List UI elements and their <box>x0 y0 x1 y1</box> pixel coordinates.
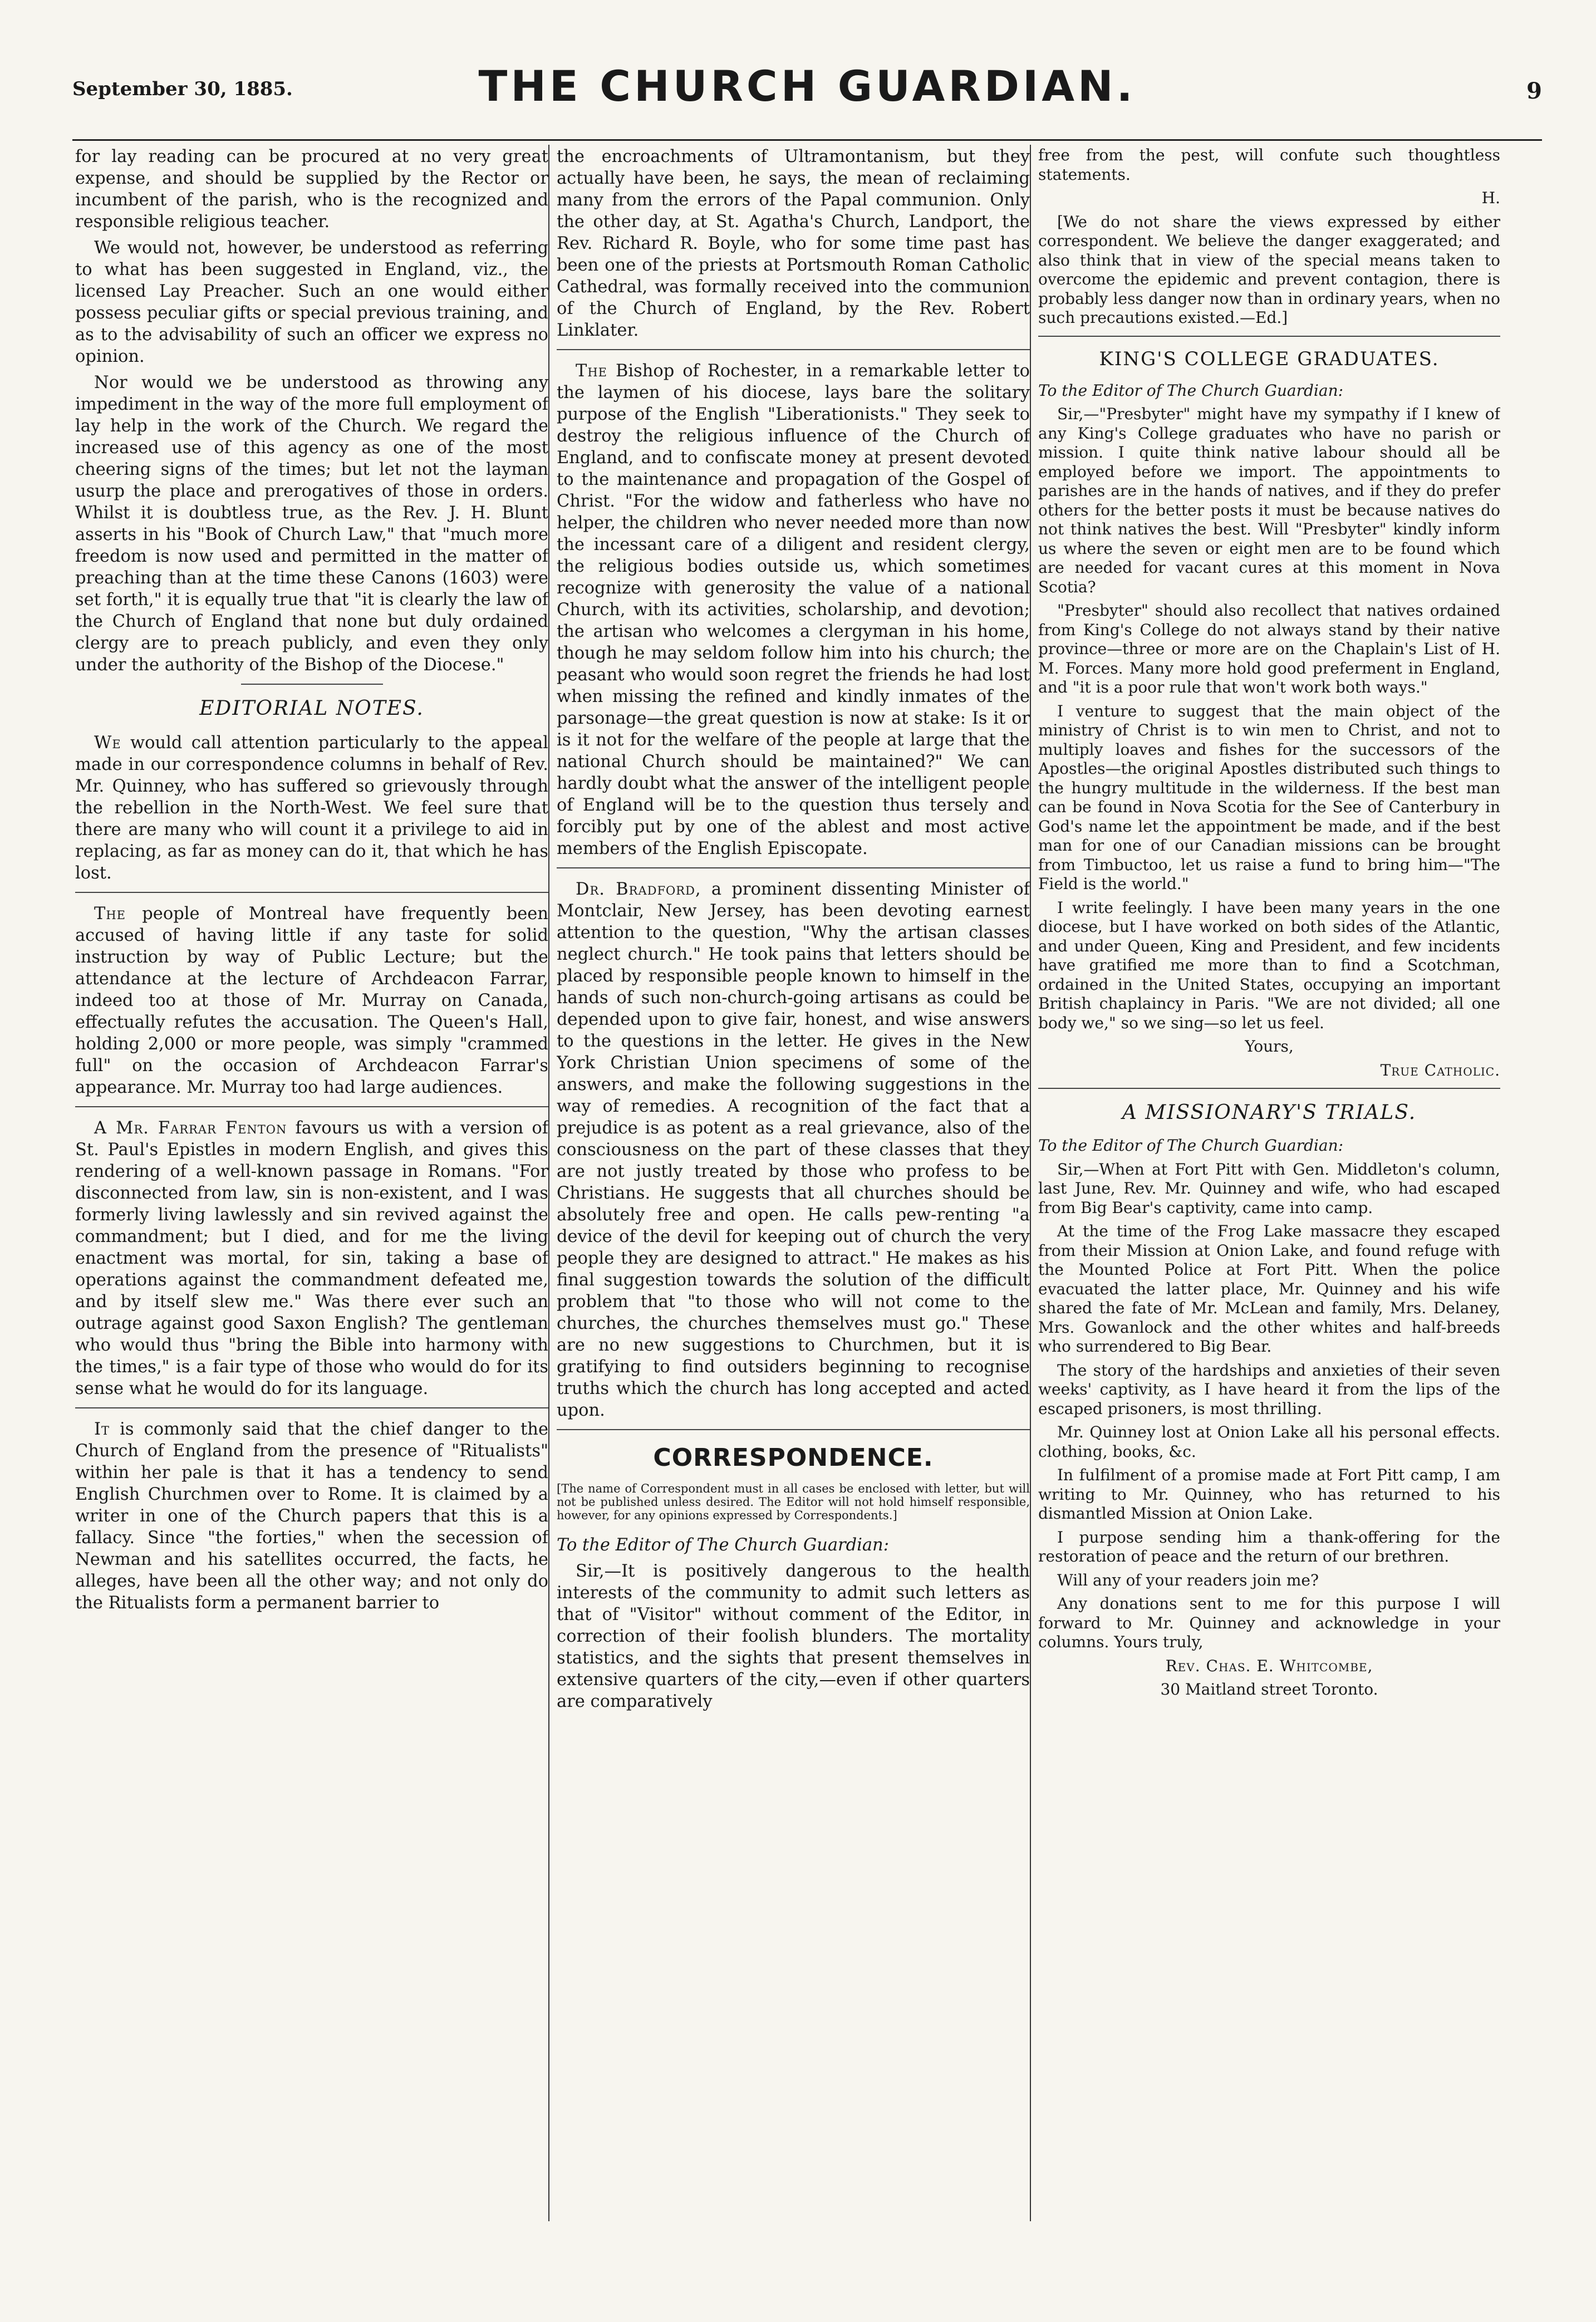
letter-signature: True Catholic. <box>1380 1061 1500 1079</box>
article-paragraph: We would not, however, be understood as referring to what has been suggested in England, viz., the licensed Lay Preacher. Such an one would either possess peculiar gifts or special previous training, and as to the advisability of such an officer we express no opinion. <box>75 238 548 366</box>
letter-paragraph: In fulfilment of a promise made at Fort Pitt camp, I am writing to Mr. Quinney, who has returned to his dismantled Mission at Onion Lake. <box>1038 1466 1500 1523</box>
letter-paragraph: I venture to suggest that the main object of the ministry of Christ is to win men to Christ, and not to multiply loaves and fishes for the successors of the Apostles—the original Apostles distributed such things to the hungry multitude in the wilderness. If the best man can be found in Nova Scotia for the See of Canterbury in God's name let the appointment be made, and if the best man for one of our Canadian missions can be brought from Timbuctoo, let us raise a fund to bring him—"The Field is the world." <box>1038 701 1500 893</box>
letter-address: 30 Maitland street Toronto. <box>1160 1680 1378 1698</box>
lead-word: The <box>94 904 126 924</box>
item-separator <box>75 892 548 893</box>
letter-paragraph: Sir,—When at Fort Pitt with Gen. Middleton's column, last June, Rev. Mr. Quinney and wife, who had escaped from Big Bear's captivity, came into camp. <box>1038 1160 1500 1217</box>
article-paragraph: would call attention particularly to the appeal made in our correspondence columns in behalf of Rev. Mr. Quinney, who has suffered so grievously through the rebellion in the North-West. We feel sure that there are many who will count it a privilege to aid in replacing, as far as money can do it, that which he has lost. <box>75 733 548 883</box>
lead-word: The <box>576 361 607 381</box>
issue-date: September 30, 1885. <box>72 78 293 100</box>
section-heading-editorial-notes: EDITORIAL NOTES. <box>199 697 424 720</box>
item-separator <box>75 1407 548 1408</box>
letter-paragraph: free from the pest, will confute such thoughtless statements. <box>1038 146 1500 184</box>
letter-paragraph: Sir,—It is positively dangerous to the health interests of the community to admit such letters as that of "Visitor" without comment of the Editor, in correction of their foolish blunders. The mortality statistics, and the sights that present themselves in extensive quarters of the city,—even if other quarters are comparatively <box>557 1562 1030 1711</box>
editor-note: [We do not share the views expressed by either correspondent. We believe the danger exaggerated; and also think that in view of the special means taken to overcome the epidemic and prevent contagion, there is probably less danger now than in ordinary years, when no such precautions existed.—Ed.] <box>1038 212 1500 327</box>
letter-paragraph: At the time of the Frog Lake massacre they escaped from their Mission at Onion Lake, and found refuge with the Mounted Police at Fort Pitt. When the police evacuated the latter place, Mr. Quinney and his wife shared the fate of Mr. McLean and family, Mrs. Delaney, Mrs. Gowanlock and the other whites and half-breeds who surrendered to Big Bear. <box>1038 1222 1500 1356</box>
article-paragraph: Nor would we be understood as throwing any impediment in the way of the more full employment of lay help in the work of the Church. We regard the increased use of this agency as one of the most cheering signs of the times; but let not the layman usurp the place and prerogatives of those in orders. Whilst it is doubtless true, as the Rev. J. H. Blunt asserts in his "Book of Church Law," that "much more freedom is now used and permitted in the matter of preaching than at the time these Canons (1603) were set forth," it is equally true that "it is clearly the law of the Church of England that none but duly ordained clergy are to preach publicly, and even they only under the authority of the Bishop of the Diocese." <box>75 373 548 675</box>
column-divider <box>1030 145 1031 2221</box>
section-heading-missionarys-trials: A MISSIONARY'S TRIALS. <box>1122 1101 1417 1124</box>
letter-salutation: To the Editor of The Church Guardian: <box>557 1535 889 1555</box>
section-heading-kings-college: KING'S COLLEGE GRADUATES. <box>1099 347 1440 370</box>
article-paragraph: the encroachments of Ultramontanism, but they actually have been, he says, the mean of reclaiming many from the errors of the Papal communion. Only the other day, at St. Agatha's Church, Landport, the Rev. Richard R. Boyle, who for some time past has been one of the priests at Portsmouth Roman Catholic Cathedral, was formally received into the communion of the Church of England, by the Rev. Robert Linklater. <box>557 147 1030 340</box>
letter-paragraph: Mr. Quinney lost at Onion Lake all his personal effects. clothing, books, &c. <box>1038 1423 1500 1461</box>
letter-signature: Rev. Chas. E. Whitcombe, <box>1165 1656 1373 1675</box>
item-separator <box>557 349 1030 350</box>
article-paragraph: for lay reading can be procured at no very great expense, and should be supplied by the Rector or incumbent of the parish, who is the recognized and responsible religious teacher. <box>75 147 548 232</box>
newspaper-title: THE CHURCH GUARDIAN. <box>478 61 1136 111</box>
column-divider <box>548 145 549 2221</box>
column-3 <box>1038 146 1500 2217</box>
item-separator <box>557 867 1030 868</box>
letter-paragraph: The story of the hardships and anxieties of their seven weeks' captivity, as I have heard it from the lips of the escaped prisoners, is most thrilling. <box>1038 1361 1500 1418</box>
letter-paragraph: I write feelingly. I have been many years in the one diocese, but I have worked on both sides of the Atlantic, and under Queen, King and President, and few incidents have gratified me more than to find a Scotchman, ordained in the United States, occupying an important British chaplaincy in Paris. "We are not divided; all one body we," so we sing—so let us feel. <box>1038 898 1500 1032</box>
section-separator <box>557 1429 1030 1430</box>
correspondence-notice: [The name of Correspondent must in all cases be enclosed with letter, but will not be published unless desired. The Editor will not hold himself responsible, however, for any opinions expressed by Correspondents.] <box>557 1482 1030 1522</box>
letter-paragraph: I purpose sending him a thank-offering for the restoration of peace and the return of our brethren. <box>1038 1528 1500 1565</box>
letter-paragraph: "Presbyter" should also recollect that natives ordained from King's College do not always stand by their native province—three or more are on the Chaplain's List of H. M. Forces. Many more hold good preferment in England, and "it is a poor rule that won't work both ways." <box>1038 601 1500 696</box>
lead-word: We <box>94 733 121 753</box>
article-paragraph: is commonly said that the chief danger to the Church of England from the presence of "Ritualists" within her pale is that it has a tendency to send English Churchmen over to Rome. It is claimed by a writer in one of the Church papers that this is a fallacy. Since "the forties," when the secession of Newman and his satellites occurred, the facts, he alleges, have been all the other way; and not only do the Ritualists form a permanent barrier to <box>75 1420 548 1613</box>
lead-word: A Mr. Farrar Fenton <box>94 1118 287 1138</box>
section-separator <box>241 684 383 685</box>
item-separator <box>75 1106 548 1107</box>
letter-signature: H. <box>1481 189 1500 207</box>
letter-paragraph: Sir,—"Presbyter" might have my sympathy if I knew of any King's College graduates who have no parish or mission. I quite think native labour should all be employed before we import. The appointments to parishes are in the hands of natives, and if they do prefer others for the better posts it must be because natives do not think natives the best. Will "Presbyter" kindly inform us where the seven or eight men are to be found which are needed for vacant cures at this moment in Nova Scotia? <box>1038 405 1500 596</box>
section-separator <box>1038 336 1500 337</box>
section-separator <box>1038 1088 1500 1089</box>
lead-word: Dr. Bradford, <box>576 880 701 899</box>
letter-salutation: To the Editor of The Church Guardian: <box>1038 381 1344 400</box>
letter-salutation: To the Editor of The Church Guardian: <box>1038 1136 1344 1155</box>
letter-paragraph: Any donations sent to me for this purpose I will forward to Mr. Quinney and acknowledge in your columns. Yours truly, <box>1038 1594 1500 1651</box>
article-paragraph: a prominent dissenting Minister of Montclair, New Jersey, has been devoting earnest attention to the question, "Why the artisan classes neglect church." He took pains that letters should be placed by responsible people known to himself in the hands of such non-church-going artisans as could be depended upon to give fair, honest, and wise answers to the questions in the letter. He gives in the New York Christian Union specimens of some of the answers, and make the following suggestions in the way of remedies. A recognition of the fact that a prejudice is as potent as a real grievance, also of the consciousness on the part of these classes that they are not justly treated by those who profess to be Christians. He suggests that all churches should be absolutely free and open. He calls pew-renting "a device of the devil for keeping out of church the very people they are designed to attract." He makes as his final suggestion towards the solution of the difficult problem that "to those who will not come to the churches, the churches themselves must go." These are no new suggestions to Churchmen, but it is gratifying to find outsiders beginning to recognise truths which the church has long accepted and acted upon. <box>557 880 1030 1420</box>
article-paragraph: favours us with a version of St. Paul's Epistles in modern English, and gives this rendering of a well-known passage in Romans. "For disconnected from law, sin is non-existent, and I was formerly living lawlessly and sin revived against the commandment; but I died, and for me the living enactment was mortal, for sin, taking a base of operations against the commandment defeated me, and by itself slew me." Was there ever such an outrage against good Saxon English? The gentleman who would thus "bring the Bible into harmony with the times," is a fair type of those who would do for its sense what he would do for its language. <box>75 1118 548 1398</box>
section-heading-correspondence: CORRESPONDENCE. <box>653 1444 934 1472</box>
article-paragraph: Bishop of Rochester, in a remarkable letter to the laymen of his diocese, lays bare the solitary purpose of the English "Liberationists." They seek to destroy the religious influence of the Church of England, and to confiscate money at present devoted to the maintenance and propagation of the Gospel of Christ. "For the widow and fatherless who have no helper, the children who never needed more than now the incessant care of a diligent and resident clergy, the religious bodies outside us, which sometimes recognize with generosity the value of a national Church, with its activities, scholarship, and devotion; the artisan who welcomes a clergyman in his home, though he may seldom follow him into his church; the peasant who would soon regret the friends he had lost when missing the refined and kindly inmates of the parsonage—the great question is now at stake: Is it or is it not for the welfare of the people at large that the national Church should be maintained?" We can hardly doubt what the answer of the intelligent people of England will be to the question thus tersely and forcibly put by one of the ablest and most active members of the English Episcopate. <box>557 361 1030 858</box>
letter-closing: Yours, <box>1245 1037 1294 1056</box>
letter-paragraph: Will any of your readers join me? <box>1057 1570 1319 1589</box>
masthead <box>72 0 1542 141</box>
lead-word: It <box>94 1420 110 1439</box>
article-paragraph: people of Montreal have frequently been accused of having little if any taste for solid instruction by way of Public Lecture; but the attendance at the lecture of Archdeacon Farrar, indeed too at those of Mr. Murray on Canada, effectually refutes the accusation. The Queen's Hall, holding 2,000 or more people, was simply "crammed full" on the occasion of Archdeacon Farrar's appearance. Mr. Murray too had large audiences. <box>75 904 548 1097</box>
column-1 <box>75 146 548 2217</box>
page-number: 9 <box>1526 78 1542 104</box>
column-2 <box>557 146 1030 2217</box>
